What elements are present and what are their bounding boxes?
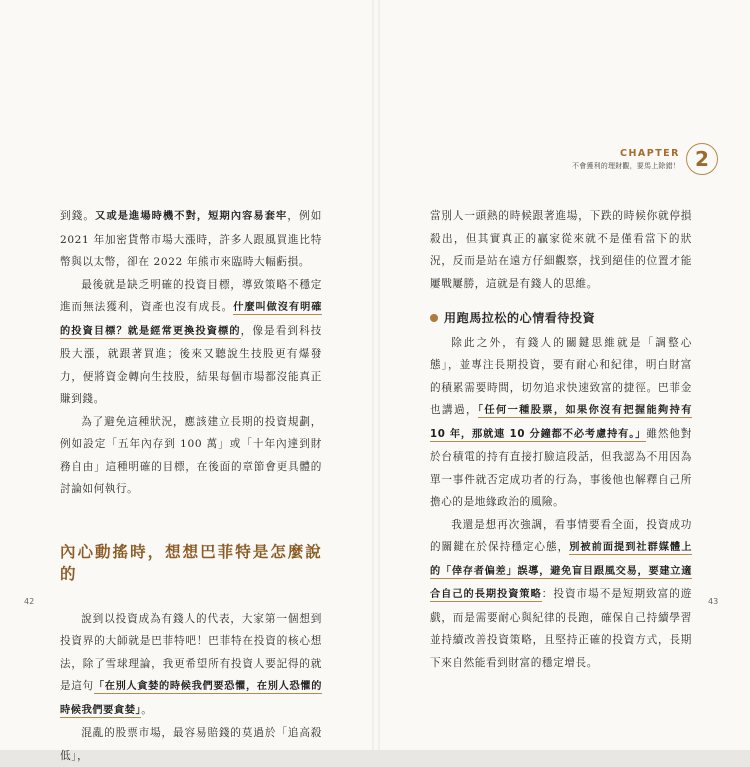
page-number-right: 43 bbox=[708, 597, 719, 606]
right-paragraph-2 bbox=[430, 332, 692, 514]
subheading bbox=[430, 307, 692, 330]
left-paragraph-1 bbox=[60, 205, 322, 274]
text: 除此之外，有錢人的關鍵思維就是「調整心態」，並專注長期投資，要有耐心和紀律，明白財富的積累需要時間，切勿追求快速致富的捷徑。巴菲金也講過， bbox=[430, 336, 692, 416]
bold-text: 又或是進場時機不對，短期內容易套牢 bbox=[95, 211, 288, 222]
highlighted-text: 什麼叫做沒有明確的投資目標？就是經常更換投資標的 bbox=[60, 302, 322, 337]
chapter-text bbox=[572, 148, 680, 171]
chapter-marker bbox=[572, 143, 718, 175]
text: 。 bbox=[141, 703, 153, 716]
left-paragraph-3: 為了避免這種狀況，應該建立長期的投資規劃，例如設定「五年內存到 100 萬」或「十年內達到財務自由」這種明確的目標，在後面的章節會更具體的討論如何執行。 bbox=[60, 415, 322, 495]
text: ，例如 2021 年加密貨幣市場大漲時，許多人跟風買進比特幣與以太幣，卻在 2022 年熊市來臨時大幅虧損。 bbox=[60, 210, 322, 268]
right-page-text bbox=[430, 205, 692, 674]
text: ，像是看到科技股大漲，就跟著買進；後來又聽說生技股更有爆發力，便將資金轉向生技股，結果每個市場都沒能真正賺到錢。 bbox=[60, 324, 322, 405]
chapter-label: CHAPTER bbox=[619, 147, 680, 159]
left-paragraph-5: 混亂的股票市場，最容易賠錢的莫過於「追高殺低」， bbox=[60, 727, 322, 762]
bullet-dot-icon bbox=[430, 314, 438, 322]
left-page-text bbox=[60, 205, 322, 767]
highlighted-quote: 「任何一種股票，如果你沒有把握能夠持有 10 年，那就連 10 分鐘都不必考慮持有。」 bbox=[430, 405, 692, 440]
right-paragraph-3 bbox=[430, 514, 692, 675]
text: 說到以投資成為有錢人的代表，大家第一個想到投資界的大師就是巴菲特吧！巴菲特在投資的核心想法，除了雪球理論，我更希望所有投資人要記得的就是這句 bbox=[60, 612, 322, 692]
right-paragraph-1: 當別人一頭熱的時候跟著進場，下跌的時候你就停損殺出，但其實真正的贏家從來就不是僅看當下的狀況，反而是站在遠方仔細觀察，找到絕佳的位置才能屢戰屢勝，這就是有錢人的思維。 bbox=[430, 210, 692, 290]
text: 雖然他對於台積電的持有直接打臉這段話，但我認為不用因為單一事件就否定成功者的行為，事後他也解釋自己所擔心的是地緣政治的風險。 bbox=[430, 427, 692, 508]
left-paragraph-4 bbox=[60, 608, 322, 723]
left-paragraph-2 bbox=[60, 274, 322, 411]
page-number-left: 42 bbox=[24, 597, 35, 606]
section-heading: 內心動搖時，想想巴菲特是怎麼說的 bbox=[60, 541, 322, 583]
text: 我還是想再次強調，看事情要看全面，投資成功的關鍵在於保持穩定心態， bbox=[430, 518, 692, 553]
text: 到錢。 bbox=[60, 210, 96, 222]
chapter-subtitle: 不會獲利的理財觀，要馬上除錯！ bbox=[572, 161, 680, 170]
text: ：投資市場不是短期致富的遊戲，而是需要耐心與紀律的長跑，確保自己持續學習並持續改善投資策略，且堅持正確的投資方式，長期下來自然能看到財富的穩定增長。 bbox=[430, 588, 692, 669]
chapter-number-badge: 2 bbox=[686, 143, 718, 175]
gutter bbox=[372, 0, 380, 750]
text: 最後就是缺乏明確的投資目標，導致策略不穩定進而無法獲利，資產也沒有成長。 bbox=[60, 278, 322, 313]
highlighted-text: 別被前面提到社群媒體上的「倖存者偏差」誤導，避免盲目跟風交易，要建立適合自己的長期投資策略 bbox=[430, 542, 692, 600]
subheading-text: 用跑馬拉松的心情看待投資 bbox=[444, 311, 596, 325]
highlighted-quote: 「在別人貪婪的時候我們要恐懼，在別人恐懼的時候我們要貪婪」 bbox=[60, 681, 322, 716]
